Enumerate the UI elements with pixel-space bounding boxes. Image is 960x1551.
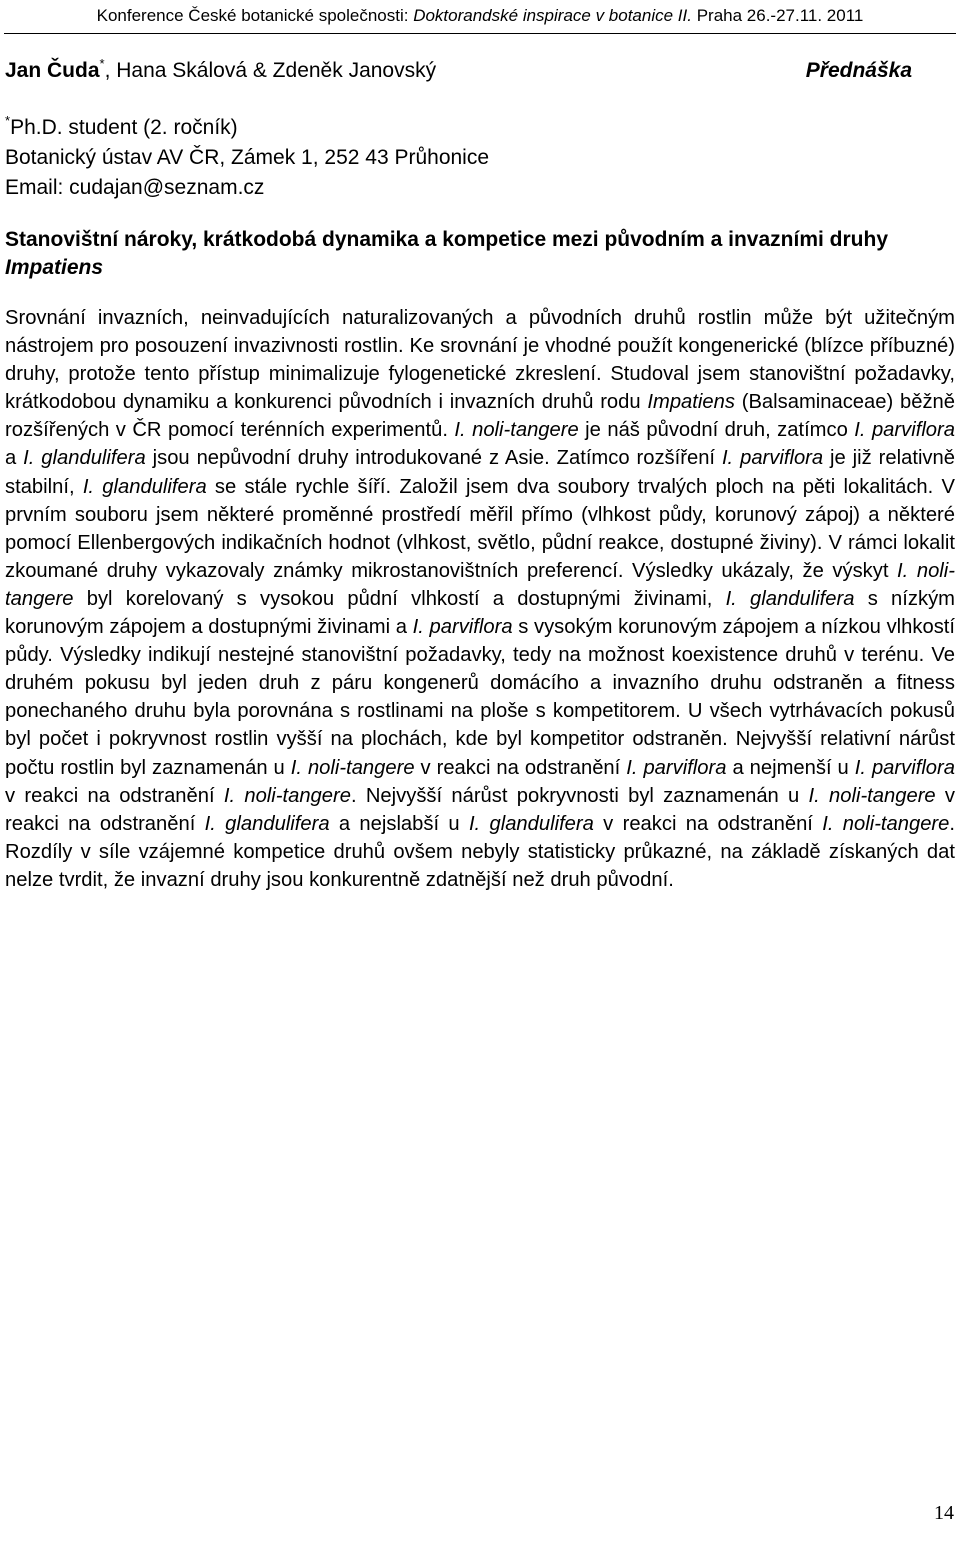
species-name: I. parviflora	[721, 447, 824, 470]
species-name: I. parviflora	[854, 756, 955, 779]
author-line	[5, 56, 920, 86]
email-line: Email: cudajan@seznam.cz	[5, 176, 265, 199]
species-name: I. parviflora	[626, 756, 727, 779]
coauthors: , Hana Skálová & Zdeněk Janovský	[104, 59, 437, 82]
species-name: Impatiens	[647, 391, 735, 414]
species-name: I. noli-tangere	[5, 559, 955, 610]
abstract-text: Srovnání invazních, neinvadujících naturalizovaných a původních druhů rostlin může být užitečným nástrojem pro posouzení invazivnosti rostlin. Ke srovnání je vhodné použít kongenerické (blízce příbuzné) druhy, protože tento přístup minimalizuje fylogenetické zkreslení. Studoval jsem stanovištní požadavky, krátkodobou dynamiku a konkurenci původních i invazních druhů rodu Impatiens (Balsaminaceae) běžně rozšířených v ČR pomocí terénních experimentů. I. noli-tangere je náš původní druh, zatímco I. parviflora a I. glandulifera jsou nepůvodní druhy introdukované z Asie. Zatímco rozšíření I. parviflora je již relativně stabilní, I. glandulifera se stále rychle šíří. Založil jsem dva soubory trvalých ploch na pěti lokalitách. V prvním souboru jsem některé proměnné prostředí měřil přímo (vlhkost půdy, korunový zápoj) a některé pomocí Ellenbergových indikačních hodnot (vlhkost, světlo, půdní reakce, dostupné živiny). V rámci lokalit zkoumané druhy vykazovaly známky mikrostanovištních preferencí. Výsledky ukázaly, že výskyt I. noli-tangere byl korelovaný s vysokou půdní vlhkostí a dostupnými živinami, I. glandulifera s nízkým korunovým zápojem a dostupnými živinami a I. parviflora s vysokým korunovým zápojem a nízkou vlhkostí půdy. Výsledky indikují nestejné stanovištní požadavky, tedy na možnost koexistence druhů v terénu. Ve druhém pokusu byl jeden druh z páru kongenerů domácího a invazního druhu odstraněn a fitness ponechaného druhu byla porovnána s rostlinami na ploše s kompetitorem. U všech vytrhávacích pokusů byl počet i pokryvnost rostlin vyšší na plochách, kde byl kompetitor odstraněn. Nejvyšší relativní nárůst počtu rostlin byl zaznamenán u I. noli-tangere v reakci na odstranění I. parviflora a nejmenší u I. parviflora v reakci na odstranění I. noli-tangere. Nejvyšší nárůst pokryvnosti byl zaznamenán u I. noli-tangere v reakci na odstranění I. glandulifera a nejslabší u I. glandulifera v reakci na odstranění I. noli-tangere. Rozdíly v síle vzájemné kompetice druhů ovšem nebyly statisticky průkazné, na základě získaných dat nelze tvrdit, že invazní druhy jsou konkurentně zdatnější než druh původní.	[5, 307, 956, 891]
species-name: I. noli-tangere	[822, 812, 950, 835]
header-rule	[4, 33, 956, 34]
species-name: I. parviflora	[854, 419, 955, 442]
affiliation-block	[5, 113, 805, 203]
species-name: I. noli-tangere	[223, 784, 351, 807]
species-name: I. noli-tangere	[290, 756, 415, 779]
page-number: 14	[934, 1502, 954, 1524]
header-event-name: Doktorandské inspirace v botanice II.	[413, 6, 692, 25]
species-name: I. noli-tangere	[454, 419, 579, 442]
species-name: I. noli-tangere	[808, 784, 936, 807]
first-author-footnote-mark: *	[99, 56, 105, 71]
species-name: I. glandulifera	[468, 812, 594, 835]
running-header	[0, 5, 960, 27]
student-footnote-mark: *	[5, 113, 11, 128]
species-name: I. glandulifera	[725, 587, 855, 610]
header-prefix: Konference České botanické společnosti:	[96, 6, 414, 25]
paper-title: Stanovištní nároky, krátkodobá dynamika a kompetice mezi původním a invazními druhy Impatiens	[5, 228, 889, 279]
species-name: I. glandulifera	[204, 812, 330, 835]
student-status: *Ph.D. student (2. ročník)	[5, 113, 238, 139]
first-author: Jan Čuda	[5, 59, 100, 82]
header-suffix: Praha 26.-27.11. 2011	[691, 6, 864, 25]
species-name: I. parviflora	[412, 616, 513, 639]
species-name: I. glandulifera	[23, 447, 146, 470]
institute-address: Botanický ústav AV ČR, Zámek 1, 252 43 Průhonice	[5, 146, 490, 169]
title-genus: Impatiens	[5, 256, 104, 279]
presentation-type: Přednáška	[805, 59, 912, 82]
species-name: I. glandulifera	[82, 475, 207, 498]
